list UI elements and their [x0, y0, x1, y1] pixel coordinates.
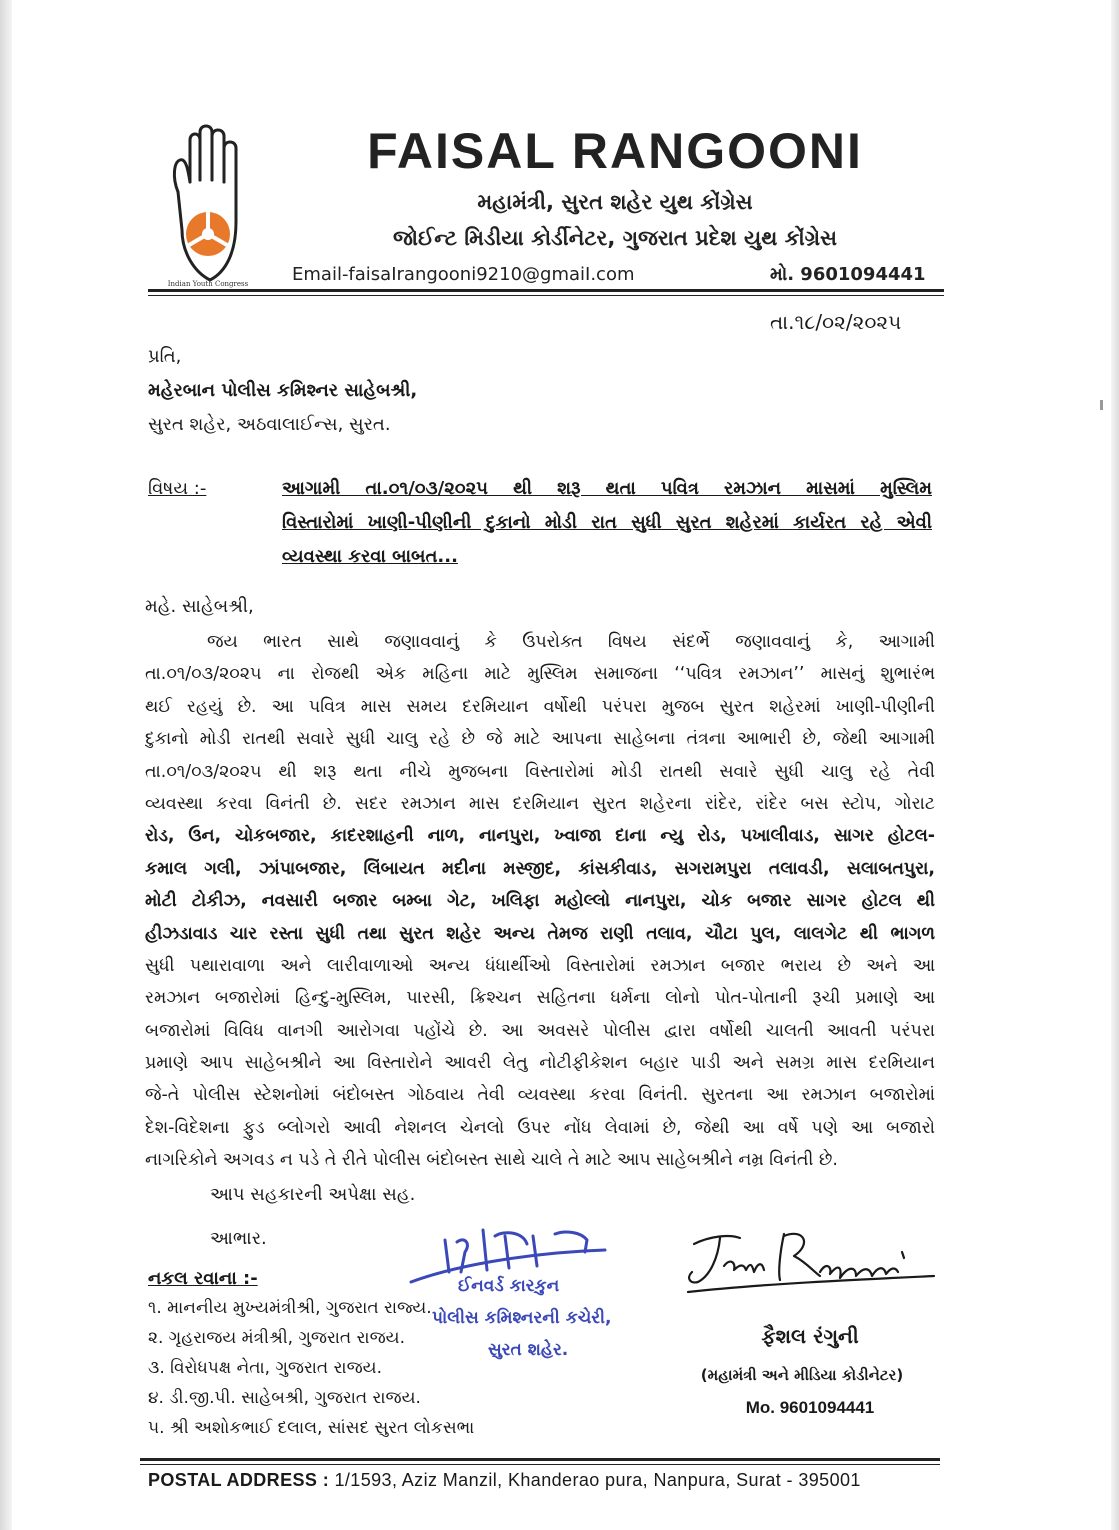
body-line: દેશ-વિદેશના ફુડ બ્લોગરો આવી નેશનલ ચેનલો ઉપર નોંધ લેવામાં છે, જેથી આ વર્ષે પણે આ બજારો	[145, 1117, 935, 1138]
body-line: બજારોમાં વિવિધ વાનગી આરોગવા પહોંચે છે. આ અવસરે પોલીસ દ્વારા વર્ષોથી ચાલતી આવતી પરંપરા	[145, 1020, 935, 1041]
stamp-line-3: સુરત શહેર.	[488, 1340, 569, 1360]
email-address: Email-faisaIrangooni9210@gmaiI.com	[292, 264, 635, 285]
body-line: મોટી ટોકીઝ, નવસારી બજાર બમ્બા ગેટ, ખલિફા મહોલ્લો નાનપુરા, ચોક બજાર સાગર હોટલ થી	[145, 891, 935, 912]
recipient-line-3: સુરત શહેર, અઠવાલાઈન્સ, સુરત.	[148, 414, 391, 435]
page-edge-left	[0, 0, 12, 1530]
body-line: રોડ, ઉન, ચોકબજાર, કાદરશાહની નાળ, નાનપુરા, ખ્વાજા દાના ન્યુ રોડ, પખાલીવાડ, સાગર હોટલ-	[145, 826, 935, 847]
body-line: કમાલ ગલી, ઝાંપાબજાર, લિંબાયત મદીના મસ્જીદ, કાંસકીવાડ, સગરામપુરા તલાવડી, સલાબતપુરા,	[145, 858, 935, 879]
body-line: તા.૦૧/૦૩/૨૦૨૫ ના રોજથી એક મહિના માટે મુસ્લિમ સમાજના ‘‘પવિત્ર રમઝાન’’ માસનું શુભારંભ	[145, 664, 935, 685]
postal-address	[148, 1470, 861, 1491]
body-line: પ્રમાણે આપ સાહેબશ્રીને આ વિસ્તારોને આવરી લેતુ નોટીફીકેશન બહાર પાડી અને સમગ્ર માસ દરમિયાન	[145, 1053, 935, 1074]
cc-item: ૫. શ્રી અશોકભાઈ દલાલ, સાંસદ સુરત લોકસભા	[148, 1418, 475, 1438]
body-line: જે-તે પોલીસ સ્ટેશનોમાં બંદોબસ્ત ગોઠવાય તેવી વ્યવસ્થા કરવા વિનંતી. સુરતના આ રમઝાન બજારોમાં	[145, 1085, 935, 1106]
congress-hand-icon	[160, 122, 260, 292]
page-edge-right	[1111, 0, 1119, 1530]
subject-line-2: વિસ્તારોમાં ખાણી-પીણીની દુકાનો મોડી રાત સુધી સુરત શહેરમાં કાર્યરત રહે એવી	[282, 512, 932, 533]
signatory-mobile: Mo. 9601094441	[745, 1398, 875, 1417]
cc-item: ૩. વિરોધપક્ષ નેતા, ગુજરાત રાજય.	[148, 1358, 382, 1378]
body-line: નાગરિકોને અગવડ ન પડે તે રીતે પોલીસ બંદોબસ્ત સાથે ચાલે તે માટે આપ સાહેબશ્રીને નમ્ર વિનંતી છે.	[145, 1150, 838, 1171]
subject-line-1: આગામી તા.૦૧/૦૩/૨૦૨૫ થી શરૂ થતા પવિત્ર રમઝાન માસમાં મુસ્લિમ	[282, 478, 932, 499]
signatory-name: ફૈશલ રંગુની	[761, 1324, 859, 1348]
header-rule-thin	[148, 295, 944, 296]
stamp-line-2: પોલીસ કમિશ્નરની કચેરી,	[432, 1308, 612, 1328]
body-line: રમઝાન બજારોમાં હિન્દુ-મુસ્લિમ, પારસી, ક્રિશ્ચન સહિતના ધર્મના લોનો પોત-પોતાની રૂચી પ્રમાણે આ	[145, 988, 935, 1009]
postal-address-text: 1/1593, Aziz Manzil, Khanderao pura, Nanpura, Surat - 395001	[334, 1470, 861, 1490]
footer-rule-thin	[140, 1464, 940, 1465]
postal-label: POSTAL ADDRESS :	[148, 1470, 330, 1490]
cc-title: નકલ રવાના :-	[148, 1268, 258, 1289]
body-line: દુકાનો મોડી રાતથી સવારે સુધી ચાલુ રહે છે જે માટે આપના સાહેબના તંત્રના આભારી છે, જેથી આગામી	[145, 729, 935, 750]
body-line: થઈ રહયું છે. આ પવિત્ર માસ સમય દરમિયાન વર્ષોથી પરંપરા મુજબ સુરત શહેરમાં ખાણી-પીણીની	[145, 696, 935, 717]
header-mobile: મો. 9601094441	[770, 264, 926, 285]
body-line: હીઝડાવાડ ચાર રસ્તા સુધી તથા સુરત શહેર અન્ય તેમજ રાણી તલાવ, ચૌટા પુલ, લાલગેટ થી ભાગળ	[145, 923, 935, 944]
logo-caption: Indian Youth Congress	[167, 280, 249, 288]
salutation: મહે. સાહેબશ્રી,	[145, 596, 254, 617]
cc-item: ૨. ગૃહરાજય મંત્રીશ્રી, ગુજરાત રાજય.	[148, 1328, 405, 1348]
closing-expectation: આપ સહકારની અપેક્ષા સહ.	[210, 1184, 416, 1205]
closing-thanks: આભાર.	[210, 1228, 267, 1249]
stamp-line-1: ઈનવર્ડ કારકુન	[458, 1276, 560, 1296]
body-line: જય ભારત સાથે જણાવવાનું કે ઉપરોક્ત વિષય સંદર્ભે જણાવવાનું કે, આગામી	[207, 632, 935, 652]
footer-rule	[140, 1458, 940, 1461]
letterhead-name: FAISAL RANGOONI	[367, 123, 863, 179]
recipient-line-1: પ્રતિ,	[148, 346, 182, 367]
body-line: સુધી પથારાવાળા અને લારીવાળાઓ અન્ય ધંધાર્થીઓ વિસ્તારોમાં રમઝાન બજાર ભરાય છે અને આ	[145, 955, 935, 976]
letter-date: તા.૧૮/૦૨/૨૦૨૫	[770, 310, 902, 334]
body-line: તા.૦૧/૦૩/૨૦૨૫ થી શરૂ થતા નીચે મુજબના વિસ્તારોમાં મોડી રાતથી સવારે સુધી ચાલુ રહે તેવી	[145, 761, 935, 782]
letter-body	[145, 626, 935, 1177]
signatory-role: (મહામંત્રી અને મીડિયા કોડીનેટર)	[700, 1366, 904, 1384]
cc-item: ૪. ડી.જી.પી. સાહેબશ્રી, ગુજરાત રાજય.	[148, 1388, 421, 1408]
body-line: વ્યવસ્થા કરવા વિનંતી છે. સદર રમઝાન માસ દરમિયાન સુરત શહેરના રાંદેર, રાંદેર બસ સ્ટોપ, ગોરાટ	[145, 793, 935, 814]
designation-line-2: જોઈન્ટ મિડીયા કોર્ડીનેટર, ગુજરાત પ્રદેશ યુથ કોંગ્રેસ	[392, 226, 838, 250]
designation-line-1: મહામંત્રી, સુરત શહેર યુથ કોંગ્રેસ	[477, 190, 753, 214]
handwritten-signature	[680, 1222, 940, 1302]
recipient-line-2: મહેરબાન પોલીસ કમિશ્નર સાહેબશ્રી,	[148, 380, 418, 401]
scan-speck	[1100, 400, 1103, 410]
cc-item: ૧. માનનીય મુખ્યમંત્રીશ્રી, ગુજરાત રાજ્ય.	[148, 1298, 432, 1318]
subject-label: વિષય :-	[148, 478, 207, 499]
subject-line-3: વ્યવસ્થા કરવા બાબત...	[282, 546, 458, 567]
header-rule	[148, 289, 944, 292]
